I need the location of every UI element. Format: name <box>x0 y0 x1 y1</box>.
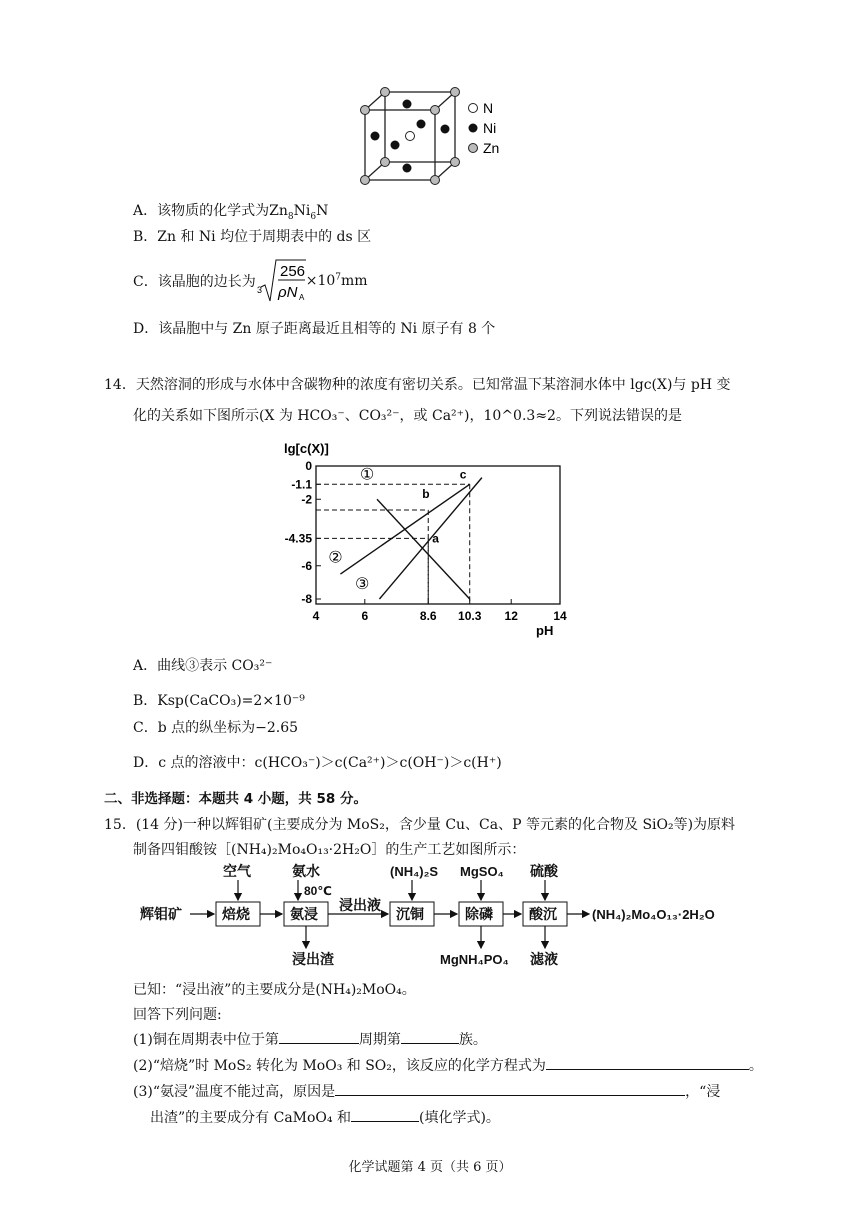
flow-input-nh4s: (NH₄)₂S <box>390 864 439 879</box>
flow-output-filtrate: 滤液 <box>530 951 558 967</box>
q15-stem-2: 制备四钼酸铵［(NH₄)₂Mo₄O₁₃·2H₂O］的生产工艺如图所示： <box>133 842 526 858</box>
y-tick-label: 0 <box>305 459 312 473</box>
flow-input-air: 空气 <box>223 863 251 879</box>
series-label-3: ③ <box>355 576 370 594</box>
y-tick-label: -1.1 <box>291 477 312 492</box>
x-axis-label: pH <box>536 623 554 638</box>
q15-answer-prompt: 回答下列问题: <box>133 1007 222 1023</box>
flow-step-roast: 焙烧 <box>222 906 250 922</box>
q15-stem-1: 15．(14 分)一种以辉钼矿(主要成分为 MoS₂，含少量 Cu、Ca、P 等元素的化合物及 SiO₂等)为原料 <box>104 817 736 833</box>
x-tick-label: 4 <box>312 609 320 623</box>
series-line-1 <box>379 478 481 599</box>
point-label-a: a <box>432 531 439 546</box>
q14-stem-2: 化的关系如下图所示(X 为 HCO₃⁻、CO₃²⁻，或 Ca²⁺)，10^0.3≈2。下列说法错误的是 <box>133 408 682 424</box>
x-tick-label: 8.6 <box>419 609 437 623</box>
svg-text:ρN: ρN <box>277 284 298 301</box>
x-tick-label: 10.3 <box>458 609 482 623</box>
series-label-1: ① <box>359 466 375 484</box>
q13-option-c: C．该晶胞的边长为 3 256 ρN A $\times 10^7mm$ <box>133 257 368 305</box>
y-axis-label: lg[c(X)] <box>284 441 329 456</box>
q13-option-a: A．该物质的化学式为$Zn_8Ni_6N$ <box>133 203 329 222</box>
q15-part-3: (3)“氨浸”温度不能过高，原因是 ，“浸 <box>133 1081 720 1101</box>
answer-blank-reason[interactable] <box>335 1081 685 1096</box>
flow-step-phos: 除磷 <box>465 906 493 922</box>
lgc-ph-chart <box>270 436 590 644</box>
flow-start: 辉钼矿 <box>140 906 182 922</box>
q14-option-b: B．Ksp(CaCO₃)=2×10⁻⁹ <box>133 693 305 709</box>
answer-blank-equation[interactable] <box>546 1055 749 1070</box>
svg-text:3: 3 <box>256 285 262 295</box>
crystal-cell-figure <box>355 84 515 194</box>
legend-n: N <box>483 100 494 116</box>
series-line-3 <box>377 499 470 599</box>
legend-ni: Ni <box>483 120 497 136</box>
q14-option-c: C．b 点的纵坐标为−2.65 <box>133 720 299 736</box>
q15-part-3-cont: 出渣”的主要成分有 CaMoO₄ 和 (填化学式)。 <box>150 1107 500 1127</box>
q14-option-d: D．c 点的溶液中：c(HCO₃⁻)＞c(Ca²⁺)＞c(OH⁻)＞c(H⁺) <box>133 755 502 771</box>
x-tick-label: 12 <box>504 609 518 623</box>
q15-known: 已知：“浸出液”的主要成分是(NH₄)₂MoO₄。 <box>133 982 416 998</box>
y-tick-label: -2 <box>301 492 312 507</box>
answer-blank-period[interactable] <box>279 1029 359 1044</box>
y-tick-label: -4.35 <box>284 531 312 546</box>
answer-blank-group[interactable] <box>401 1029 459 1044</box>
y-tick-label: -6 <box>301 558 312 573</box>
cube-root-sign <box>256 257 306 305</box>
flow-input-mgso4: MgSO₄ <box>460 864 504 879</box>
q15-part-2: (2)“焙烧”时 MoS₂ 转化为 MoO₃ 和 SO₂，该反应的化学方程式为 。 <box>133 1055 763 1075</box>
flow-output-mgnh4po4: MgNH₄PO₄ <box>440 952 509 967</box>
flow-input-h2so4: 硫酸 <box>530 863 558 879</box>
q14-stem-1: 14．天然溶洞的形成与水体中含碳物种的浓度有密切关系。已知常温下某溶洞水体中 lgc(X)与 pH 变 <box>104 377 731 393</box>
flow-input-temp: 80℃ <box>304 884 332 898</box>
q13-option-d: D．该晶胞中与 Zn 原子距离最近且相等的 Ni 原子有 8 个 <box>133 321 496 337</box>
svg-text:A: A <box>298 293 305 302</box>
answer-blank-formula[interactable] <box>351 1107 419 1122</box>
series-label-2: ② <box>328 549 343 567</box>
x-tick-label: 6 <box>361 609 369 623</box>
flow-step-acid: 酸沉 <box>529 906 557 922</box>
page-footer: 化学试题第 4 页（共 6 页） <box>348 1160 512 1175</box>
legend-zn: Zn <box>483 140 500 156</box>
section-2-title: 二、非选择题：本题共 4 小题，共 58 分。 <box>104 791 367 807</box>
flow-step-ammonia: 氨浸 <box>290 906 318 922</box>
y-tick-label: -8 <box>301 592 312 607</box>
q15-part-1: (1)铜在周期表中位于第 周期第 族。 <box>133 1029 487 1049</box>
q14-option-a: A．曲线③表示 CO₃²⁻ <box>133 658 273 674</box>
flow-output-residue: 浸出渣 <box>292 951 334 967</box>
flow-mid-leachate: 浸出液 <box>339 897 381 913</box>
flow-input-ammonia: 氨水 <box>292 863 320 879</box>
flow-step-copper: 沉铜 <box>396 906 424 922</box>
process-flow-diagram <box>140 860 740 974</box>
flow-product: (NH₄)₂Mo₄O₁₃·2H₂O <box>592 907 715 922</box>
x-tick-label: 14 <box>553 609 567 623</box>
q13-option-b: B．Zn 和 Ni 均位于周期表中的 ds 区 <box>133 229 372 245</box>
point-label-b: b <box>422 487 430 502</box>
point-label-c: c <box>459 467 467 482</box>
svg-text:256: 256 <box>279 263 305 280</box>
